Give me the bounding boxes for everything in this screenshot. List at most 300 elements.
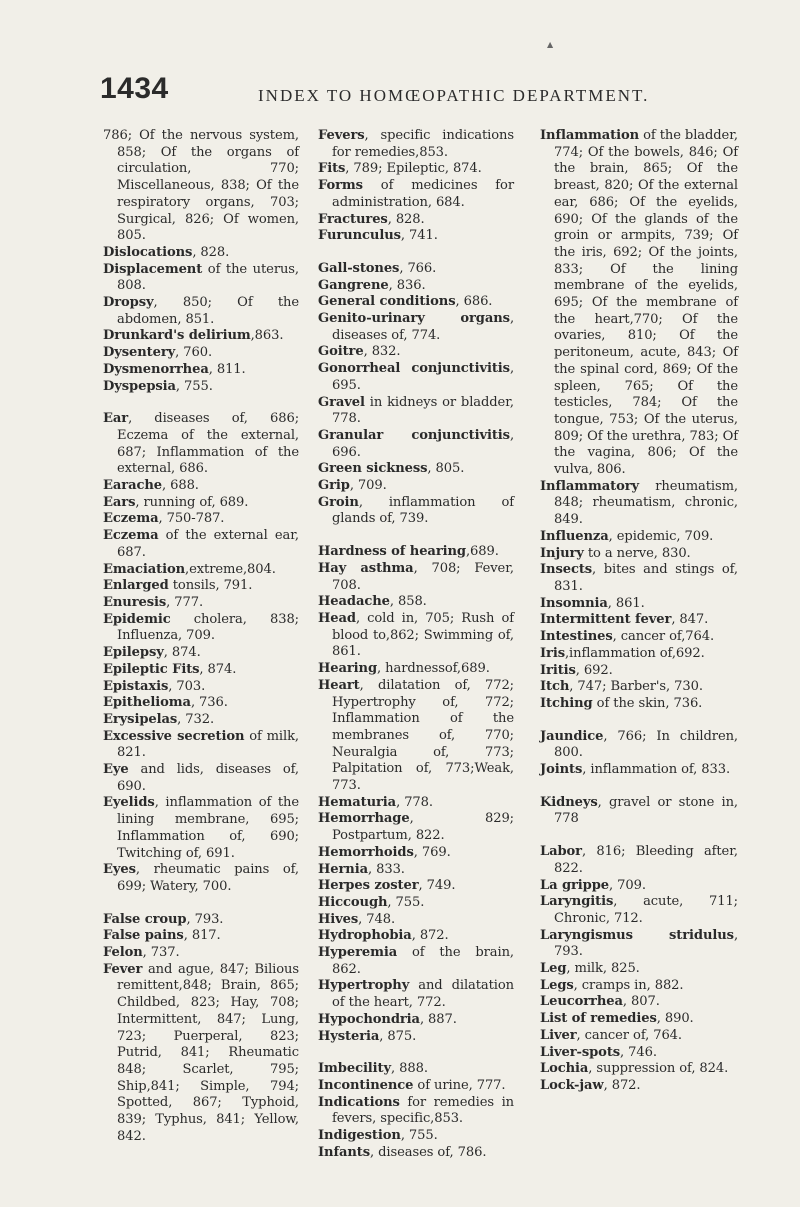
entry-text: , 890. — [656, 1011, 694, 1027]
entry-heading: Hernia — [318, 861, 368, 877]
entry-heading: Epilepsy — [103, 645, 164, 661]
index-entry — [103, 562, 299, 579]
index-entry — [540, 928, 738, 961]
index-entry — [103, 612, 299, 645]
index-entry — [540, 1045, 738, 1062]
entry-heading: Goitre — [318, 344, 364, 360]
entry-text: , 692. — [575, 662, 613, 678]
entry-text: , 736. — [190, 695, 228, 711]
entry-heading: Head — [318, 610, 356, 626]
entry-heading: Drunkard's delirium — [103, 328, 251, 344]
entry-text: of urine, 777. — [413, 1077, 506, 1093]
index-entry — [540, 795, 738, 828]
entry-heading: Influenza — [540, 528, 609, 544]
index-entry — [540, 1028, 738, 1045]
index-entry — [318, 395, 514, 428]
index-entry — [318, 594, 514, 611]
entry-text: , 829; Postpartum, 822. — [332, 811, 514, 844]
entry-text: , 858. — [389, 594, 427, 610]
entry-heading: Dislocations — [103, 244, 193, 260]
entry-text: of medicines for administration, 684. — [332, 178, 514, 210]
entry-text: , 887. — [419, 1011, 457, 1027]
index-entry — [103, 679, 299, 696]
entry-heading: Iritis — [540, 662, 576, 678]
section-gap — [318, 245, 514, 261]
index-entry — [318, 795, 514, 812]
entry-heading: Infants — [318, 1144, 371, 1160]
index-entry — [318, 278, 514, 295]
index-entry — [318, 845, 514, 862]
entry-heading: Inflammatory — [540, 478, 640, 494]
entry-text: ,extreme,804. — [185, 561, 276, 577]
index-entry — [540, 479, 738, 529]
entry-heading: Hardness of hearing — [318, 544, 466, 560]
entry-heading: Dyspepsia — [103, 378, 176, 394]
entry-text: , diseases of, 774. — [332, 311, 514, 343]
entry-heading: Incontinence — [318, 1077, 414, 1093]
index-entry — [103, 928, 299, 945]
entry-text: and dilatation of the heart, 772. — [332, 978, 514, 1011]
entry-heading: Erysipelas — [103, 711, 178, 727]
entry-heading: Gravel — [318, 394, 365, 410]
entry-heading: Labor — [540, 844, 582, 860]
entry-heading: Intermittent fever — [540, 612, 672, 628]
entry-text: , suppression of, 824. — [588, 1061, 729, 1077]
entry-text: , specific indications for remedies,853. — [332, 128, 514, 160]
entry-heading: Lochia — [540, 1061, 589, 1077]
entry-heading: Laryngitis — [540, 894, 614, 910]
entry-text: , 695. — [332, 361, 514, 393]
entry-heading: Displacement — [103, 261, 203, 277]
index-entry — [540, 762, 738, 779]
entry-text: , cold in, 705; Rush of blood to,862; Swimming of, 861. — [332, 610, 514, 660]
entry-heading: Itch — [540, 679, 570, 695]
entry-text: ,863. — [250, 328, 284, 344]
entry-heading: Grip — [318, 478, 350, 494]
index-entry — [318, 945, 514, 978]
index-entry — [540, 1078, 738, 1095]
index-entry — [103, 795, 299, 862]
index-entry — [103, 128, 299, 245]
entry-heading: Legs — [540, 977, 574, 993]
index-entry — [318, 1029, 514, 1046]
entry-text: , inflammation of, 833. — [582, 762, 731, 778]
entry-text: , running of, 689. — [135, 494, 249, 510]
entry-heading: Hyperemia — [318, 945, 398, 961]
entry-heading: Inflammation — [540, 128, 640, 143]
entry-text: , 836. — [388, 277, 426, 293]
entry-text: , dilatation of, 772; Hypertrophy of, 772; Inflammation of the membranes of, 770; Neuralgia of, 773; Palpitation of, 773;Weak, 773. — [332, 677, 514, 794]
index-entry — [318, 1145, 514, 1162]
index-entry — [540, 894, 738, 927]
entry-heading: Insects — [540, 562, 593, 578]
entry-text: , 686. — [455, 294, 493, 310]
index-entry — [318, 862, 514, 879]
entry-heading: Enlarged — [103, 578, 169, 594]
entry-text: , 760. — [175, 345, 213, 361]
index-entry — [103, 478, 299, 495]
entry-text: , 811. — [208, 361, 246, 377]
entry-text: , 828. — [192, 244, 230, 260]
index-entry — [103, 245, 299, 262]
entry-text: , 874. — [163, 645, 201, 661]
entry-heading: Epithelioma — [103, 695, 191, 711]
entry-heading: Hemorrhoids — [318, 844, 414, 860]
entry-text: for remedies in fevers, specific,853. — [332, 1094, 514, 1127]
index-entry — [103, 962, 299, 1146]
index-entry — [540, 878, 738, 895]
index-entry — [103, 712, 299, 729]
entry-heading: General conditions — [318, 294, 456, 310]
entry-heading: Hypochondria — [318, 1011, 420, 1027]
entry-heading: Headache — [318, 594, 390, 610]
index-column-3 — [540, 128, 738, 1095]
entry-heading: Hiccough — [318, 894, 388, 910]
entry-text: 786; Of the nervous system, 858; Of the organs of circulation, 770; Miscellaneous, 838; Of the respiratory organs, 703; Surgical, 826; Of women, 805. — [103, 128, 299, 244]
index-entry — [318, 1128, 514, 1145]
index-entry — [318, 228, 514, 245]
index-entry — [540, 961, 738, 978]
index-entry — [540, 646, 738, 663]
entry-heading: Indications — [318, 1094, 400, 1110]
entry-text: , cramps in, 882. — [573, 977, 684, 993]
index-entry — [103, 662, 299, 679]
entry-heading: List of remedies — [540, 1011, 657, 1027]
entry-text: , 766. — [399, 260, 437, 276]
entry-text: of the brain, 862. — [332, 945, 514, 977]
entry-heading: Eye — [103, 762, 129, 778]
entry-text: rheumatism, 848; rheumatism, chronic, 849. — [554, 478, 738, 528]
index-entry — [318, 178, 514, 211]
index-entry — [103, 945, 299, 962]
entry-heading: Fevers — [318, 128, 365, 143]
entry-text: , cancer of, 764. — [576, 1027, 682, 1043]
entry-heading: Enuresis — [103, 594, 167, 610]
entry-text: , 696. — [332, 427, 514, 460]
entry-heading: Dropsy — [103, 295, 154, 311]
index-entry — [540, 562, 738, 595]
entry-heading: Epidemic — [103, 611, 171, 627]
entry-text: , 872. — [603, 1077, 641, 1093]
entry-heading: Emaciation — [103, 561, 186, 577]
entry-heading: Liver — [540, 1027, 577, 1043]
index-entry — [540, 629, 738, 646]
entry-text: , diseases of, 686; Eczema of the external, 687; Inflammation of the external, 686. — [117, 411, 299, 477]
entry-heading: Gangrene — [318, 277, 389, 293]
index-entry — [318, 212, 514, 229]
entry-heading: Herpes zoster — [318, 878, 419, 894]
entry-heading: Insomnia — [540, 595, 608, 611]
entry-heading: Earache — [103, 478, 162, 494]
entry-text: in kidneys or bladder, 778. — [332, 394, 514, 427]
entry-heading: Eczema — [103, 528, 159, 544]
entry-text: , rheumatic pains of, 699; Watery, 700. — [117, 862, 299, 894]
entry-heading: Hay asthma — [318, 560, 414, 576]
page-header — [0, 0, 800, 120]
entry-text: and ague, 847; Bilious remittent,848; Brain, 865; Childbed, 823; Hay, 708; Intermittent, 847; Lung, 723; Puerperal, 823; Putrid, 841; Rheumatic 848; Scarlet, 795; Ship,841; Simple, 794; Spotted, 867; Typhoid, 839; Typhus, 841; Yellow, 842. — [117, 961, 299, 1144]
index-entry — [318, 1095, 514, 1128]
entry-text: , 778. — [396, 794, 433, 810]
section-gap — [318, 1045, 514, 1061]
entry-text: , 872. — [411, 928, 449, 944]
index-entry — [318, 1061, 514, 1078]
entry-text: , inflammation of glands of, 739. — [332, 494, 514, 527]
index-entry — [318, 461, 514, 478]
index-entry — [318, 561, 514, 594]
entry-heading: Forms — [318, 178, 363, 194]
index-entry — [318, 912, 514, 929]
entry-text: , 888. — [391, 1061, 428, 1077]
entry-text: to a nerve, 830. — [583, 545, 691, 561]
section-gap — [540, 713, 738, 729]
index-entry — [540, 1011, 738, 1028]
index-entry — [540, 729, 738, 762]
index-entry — [540, 546, 738, 563]
entry-text: , 747; Barber's, 730. — [569, 679, 703, 695]
entry-heading: Fever — [103, 961, 143, 977]
index-entry — [318, 1012, 514, 1029]
entry-text: , 755. — [400, 1128, 438, 1144]
index-entry — [318, 928, 514, 945]
entry-heading: Imbecility — [318, 1061, 392, 1077]
index-entry — [318, 544, 514, 561]
entry-heading: Kidneys — [540, 794, 598, 810]
entry-text: , 769. — [413, 844, 451, 860]
entry-text: , 746. — [620, 1044, 657, 1060]
entry-heading: Jaundice — [540, 728, 604, 744]
stray-mark: ▲ — [547, 40, 554, 49]
entry-text: of the external ear, 687. — [117, 528, 299, 560]
entry-text: , 755. — [175, 378, 213, 394]
entry-heading: Felon — [103, 945, 143, 961]
index-entry — [318, 811, 514, 844]
entry-text: , 750-787. — [158, 511, 225, 527]
entry-text: , 688. — [161, 478, 199, 494]
index-entry — [103, 362, 299, 379]
index-entry — [103, 345, 299, 362]
entry-text: ,689. — [465, 544, 499, 560]
index-entry — [318, 311, 514, 344]
index-entry — [318, 294, 514, 311]
index-entry — [540, 1061, 738, 1078]
entry-heading: Heart — [318, 677, 360, 693]
index-entry — [103, 295, 299, 328]
index-entry — [318, 1078, 514, 1095]
entry-text: , gravel or stone in, 778 — [554, 794, 738, 827]
entry-heading: Eyes — [103, 862, 136, 878]
entry-text: , 793. — [554, 927, 738, 960]
index-entry — [540, 128, 738, 479]
entry-heading: False croup — [103, 911, 187, 927]
index-entry — [318, 661, 514, 678]
index-entry — [103, 495, 299, 512]
entry-text: , hardnessof,689. — [377, 661, 490, 677]
entry-heading: Iris — [540, 645, 565, 661]
index-entry — [540, 844, 738, 877]
entry-text: , 708; Fever, 708. — [332, 560, 514, 593]
entry-text: , 861. — [607, 595, 645, 611]
entry-text: , 748. — [358, 911, 396, 927]
entry-text: tonsils, 791. — [168, 578, 253, 594]
entry-text: , 807. — [622, 994, 660, 1010]
entry-text: , 709. — [349, 478, 387, 494]
index-entry — [103, 528, 299, 561]
entry-text: , 833. — [367, 861, 405, 877]
index-entry — [318, 495, 514, 528]
entry-heading: Hysteria — [318, 1028, 380, 1044]
index-entry — [318, 161, 514, 178]
entry-text: , 805. — [427, 461, 465, 477]
entry-heading: Fits — [318, 161, 346, 177]
entry-text: of the bladder, 774; Of the bowels, 846; Of the brain, 865; Of the breast, 820; Of the external ear, 686; Of the eyelids, 690; Of the glands of the groin or armpits, 739; Of the iris, 692; Of the joints, 833; Of the lining membrane of the eyelids, 695; Of the membrane of the heart,770; Of the ovaries, 810; Of the peritoneum, acute, 843; Of the spinal cord, 869; Of the spleen, 765; Of the testicles, 784; Of the tongue, 753; Of the uterus, 809; Of the urethra, 783; Of the vagina, 806; Of the vulva, 806. — [554, 128, 738, 478]
page-number: 1434 — [100, 72, 169, 105]
entry-text: , 850; Of the abdomen, 851. — [117, 295, 299, 327]
section-gap — [318, 528, 514, 544]
entry-text: , 777. — [166, 594, 204, 610]
index-entry — [103, 411, 299, 478]
entry-heading: Dysmenorrhea — [103, 361, 209, 377]
entry-text: , 793. — [186, 911, 224, 927]
entry-text: , 755. — [387, 894, 425, 910]
index-entry — [540, 696, 738, 713]
entry-heading: Fractures — [318, 211, 388, 227]
index-entry — [540, 978, 738, 995]
entry-heading: Granular conjunctivitis — [318, 427, 510, 443]
entry-heading: La grippe — [540, 877, 610, 893]
entry-text: , 766; In children, 800. — [554, 728, 738, 761]
index-entry — [540, 612, 738, 629]
index-entry — [318, 678, 514, 795]
index-entry — [318, 261, 514, 278]
entry-text: cholera, 838; Influenza, 709. — [117, 611, 299, 644]
entry-text: , bites and stings of, 831. — [554, 562, 738, 594]
entry-heading: Eczema — [103, 511, 159, 527]
entry-heading: Genito-urinary organs — [318, 311, 510, 327]
entry-text: of the uterus, 808. — [117, 261, 299, 294]
index-entry — [103, 729, 299, 762]
index-entry — [103, 328, 299, 345]
index-entry — [540, 596, 738, 613]
index-entry — [318, 361, 514, 394]
index-entry — [318, 611, 514, 661]
entry-text: , 749. — [418, 878, 456, 894]
index-entry — [318, 344, 514, 361]
index-column-1 — [103, 128, 299, 1145]
entry-text: , 828. — [387, 211, 425, 227]
section-gap — [103, 896, 299, 912]
index-entry — [103, 595, 299, 612]
entry-text: , 741. — [400, 228, 438, 244]
entry-text: , 789; Epileptic, 874. — [345, 161, 482, 177]
index-entry — [318, 978, 514, 1011]
index-entry — [103, 695, 299, 712]
entry-heading: Gonorrheal conjunctivitis — [318, 361, 510, 377]
entry-text: , 875. — [379, 1028, 417, 1044]
entry-text: , 832. — [363, 344, 401, 360]
index-entry — [318, 878, 514, 895]
entry-heading: Liver-spots — [540, 1044, 621, 1060]
entry-text: , epidemic, 709. — [608, 528, 714, 544]
running-title: INDEX TO HOMŒOPATHIC DEPARTMENT. — [258, 86, 650, 105]
index-column-2 — [318, 128, 514, 1161]
entry-text: , 874. — [199, 661, 237, 677]
index-entry — [540, 663, 738, 680]
index-entry — [103, 379, 299, 396]
index-entry — [318, 895, 514, 912]
entry-text: , 847. — [671, 612, 709, 628]
entry-heading: Excessive secretion — [103, 728, 245, 744]
entry-text: , cancer of,764. — [612, 629, 715, 645]
entry-text: ,inflammation of,692. — [564, 645, 705, 661]
section-gap — [540, 828, 738, 844]
index-entry — [103, 762, 299, 795]
index-entry — [103, 862, 299, 895]
entry-heading: Leg — [540, 961, 567, 977]
entry-heading: Hives — [318, 911, 359, 927]
index-entry — [540, 529, 738, 546]
entry-heading: Joints — [540, 762, 583, 778]
section-gap — [540, 779, 738, 795]
entry-text: and lids, diseases of, 690. — [117, 762, 299, 794]
entry-heading: Hemorrhage — [318, 811, 410, 827]
index-entry — [103, 511, 299, 528]
entry-heading: False pains — [103, 928, 184, 944]
index-entry — [103, 912, 299, 929]
entry-text: , acute, 711; Chronic, 712. — [554, 894, 738, 926]
entry-text: , 817. — [183, 928, 221, 944]
entry-heading: Epistaxis — [103, 678, 169, 694]
index-entry — [318, 428, 514, 461]
entry-heading: Green sickness — [318, 461, 428, 477]
entry-heading: Laryngismus stridulus — [540, 927, 734, 943]
entry-heading: Leucorrhea — [540, 994, 623, 1010]
entry-heading: Ear — [103, 411, 129, 427]
entry-text: of the skin, 736. — [592, 695, 703, 711]
entry-text: , 737. — [142, 945, 180, 961]
entry-text: , 703. — [168, 678, 206, 694]
entry-heading: Hearing — [318, 661, 378, 677]
entry-heading: Furunculus — [318, 228, 401, 244]
entry-heading: Injury — [540, 545, 584, 561]
entry-text: , 816; Bleeding after, 822. — [554, 844, 738, 876]
entry-heading: Hypertrophy — [318, 978, 410, 994]
entry-text: , milk, 825. — [566, 961, 640, 977]
entry-heading: Itching — [540, 695, 593, 711]
entry-heading: Hematuria — [318, 794, 397, 810]
entry-heading: Groin — [318, 494, 359, 510]
index-entry — [103, 645, 299, 662]
index-entry — [318, 128, 514, 161]
entry-text: , 732. — [177, 711, 215, 727]
entry-text: of milk, 821. — [117, 728, 299, 761]
entry-text: , inflammation of the lining membrane, 695; Inflammation of, 690; Twitching of, 691. — [117, 795, 299, 861]
index-entry — [540, 679, 738, 696]
index-entry — [540, 994, 738, 1011]
entry-heading: Gall-stones — [318, 260, 400, 276]
index-entry — [318, 478, 514, 495]
entry-heading: Intestines — [540, 629, 613, 645]
section-gap — [103, 395, 299, 411]
entry-heading: Dysentery — [103, 345, 176, 361]
entry-text: , diseases of, 786. — [370, 1144, 487, 1160]
entry-heading: Hydrophobia — [318, 928, 412, 944]
entry-heading: Eyelids — [103, 795, 155, 811]
entry-heading: Ears — [103, 494, 136, 510]
entry-heading: Epileptic Fits — [103, 661, 200, 677]
entry-text: , 709. — [609, 877, 646, 893]
index-entry — [103, 262, 299, 295]
entry-heading: Indigestion — [318, 1128, 401, 1144]
